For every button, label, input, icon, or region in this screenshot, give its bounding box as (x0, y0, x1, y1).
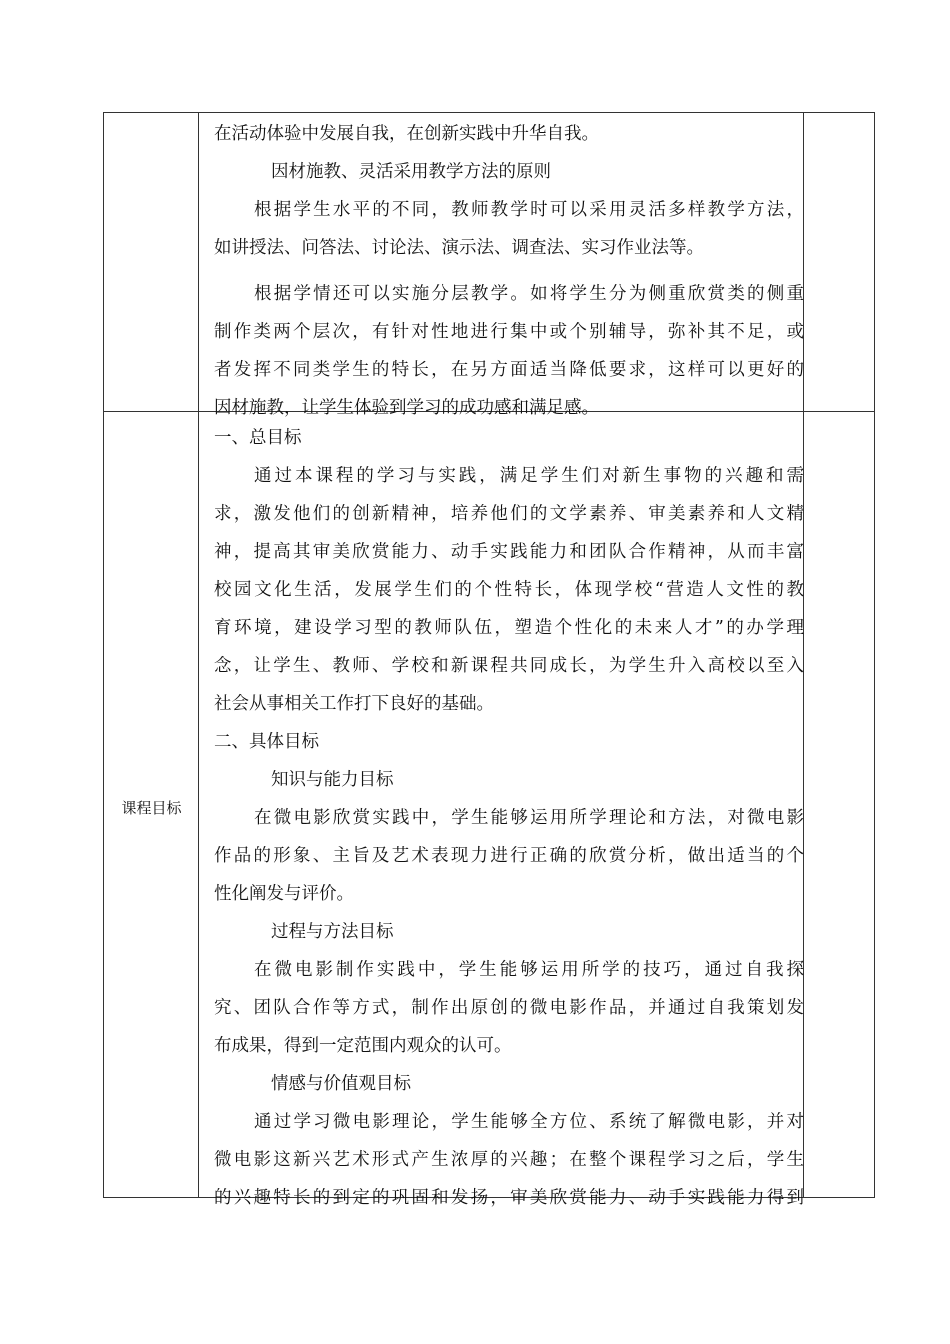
text-line: 制作类两个层次，有针对性地进行集中或个别辅导，弥补其不足，或 (214, 322, 804, 342)
text-line: 校园文化生活，发展学生们的个性特长，体现学校“营造人文性的教 (214, 580, 804, 600)
text-line: 育环境，建设学习型的教师队伍，塑造个性化的未来人才”的办学理 (214, 618, 804, 638)
text-line: 的兴趣特长的到定的巩固和发扬，审美欣赏能力、动手实践能力得到 (214, 1188, 804, 1208)
text-line: 究、团队合作等方式，制作出原创的微电影作品，并通过自我策划发 (214, 998, 804, 1018)
text-line: 求，激发他们的创新精神，培养他们的文学素养、审美素养和人文精 (214, 504, 804, 524)
text-line: 性化阐发与评价。 (214, 884, 354, 904)
subheading: 过程与方法目标 (271, 922, 394, 942)
column-divider (198, 113, 199, 1197)
text-line: 在微电影欣赏实践中，学生能够运用所学理论和方法，对微电影 (254, 808, 804, 828)
text-line: 在活动体验中发展自我，在创新实践中升华自我。 (214, 124, 599, 144)
text-line: 根据学生水平的不同，教师教学时可以采用灵活多样教学方法， (254, 200, 804, 220)
text-line: 因材施教，让学生体验到学习的成功感和满足感。 (214, 398, 599, 418)
subheading: 因材施教、灵活采用教学方法的原则 (271, 162, 551, 182)
text-line: 通过本课程的学习与实践，满足学生们对新生事物的兴趣和需 (254, 466, 804, 486)
text-line: 根据学情还可以实施分层教学。如将学生分为侧重欣赏类的侧重 (254, 284, 804, 304)
remarks-cell (804, 412, 875, 1197)
remarks-cell (804, 113, 875, 410)
curriculum-table (103, 112, 875, 1208)
text-line: 在微电影制作实践中，学生能够运用所学的技巧，通过自我探 (254, 960, 804, 980)
text-line: 念，让学生、教师、学校和新课程共同成长，为学生升入高校以至入 (214, 656, 804, 676)
row-label-course-goals: 课程目标 (121, 799, 182, 817)
text-line: 微电影这新兴艺术形式产生浓厚的兴趣；在整个课程学习之后，学生 (214, 1150, 804, 1170)
text-line: 作品的形象、主旨及艺术表现力进行正确的欣赏分析，做出适当的个 (214, 846, 804, 866)
text-line: 布成果，得到一定范围内观众的认可。 (214, 1036, 512, 1056)
text-line: 社会从事相关工作打下良好的基础。 (214, 694, 494, 714)
text-line: 神，提高其审美欣赏能力、动手实践能力和团队合作精神，从而丰富 (214, 542, 804, 562)
subheading: 知识与能力目标 (271, 770, 394, 790)
subheading: 情感与价值观目标 (271, 1074, 411, 1094)
text-line: 如讲授法、问答法、讨论法、演示法、调查法、实习作业法等。 (214, 238, 704, 258)
section-heading: 二、具体目标 (214, 732, 319, 752)
section-heading: 一、总目标 (214, 428, 302, 448)
text-line: 者发挥不同类学生的特长，在另方面适当降低要求，这样可以更好的 (214, 360, 804, 380)
text-line: 通过学习微电影理论，学生能够全方位、系统了解微电影，并对 (254, 1112, 804, 1132)
